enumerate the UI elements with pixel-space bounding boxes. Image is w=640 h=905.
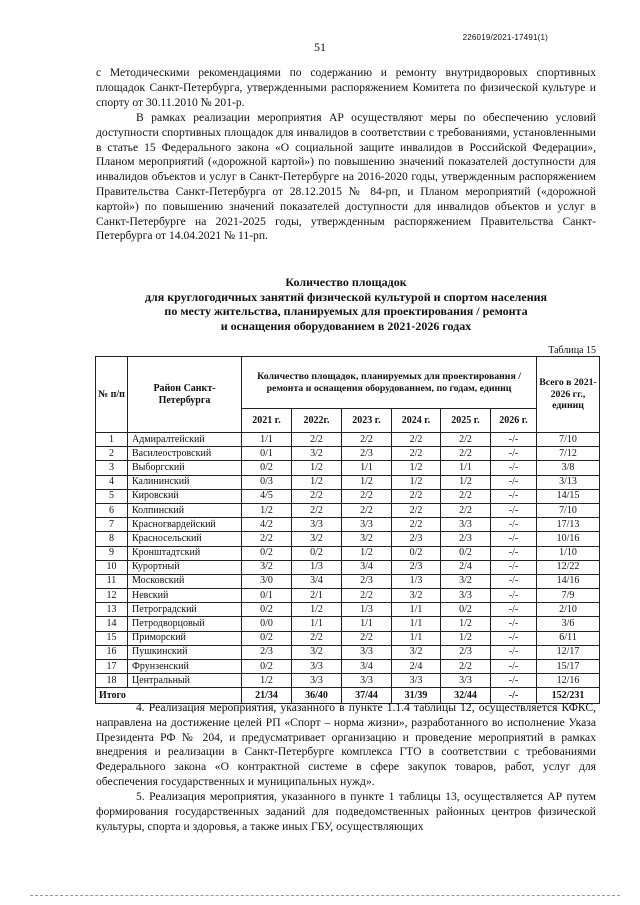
year-value: 1/1 xyxy=(392,603,441,617)
year-value: 3/2 xyxy=(242,560,292,574)
year-value: 1/2 xyxy=(441,475,491,489)
year-value: 3/4 xyxy=(292,574,342,588)
year-value: 2/2 xyxy=(392,503,441,517)
year-value: 1/2 xyxy=(392,475,441,489)
table-row xyxy=(96,560,600,574)
total-value: 31/39 xyxy=(392,688,441,704)
row-number: 16 xyxy=(96,645,128,659)
district-name: Курортный xyxy=(128,560,242,574)
table-row xyxy=(96,433,600,447)
district-name: Василеостровский xyxy=(128,447,242,461)
year-value: -/- xyxy=(491,574,537,588)
year-value: 1/3 xyxy=(292,560,342,574)
year-value: 2/2 xyxy=(292,433,342,447)
year-value: 3/2 xyxy=(342,532,392,546)
year-value: 2/2 xyxy=(242,532,292,546)
year-value: 2/3 xyxy=(392,532,441,546)
row-number: 10 xyxy=(96,560,128,574)
year-value: 1/1 xyxy=(342,461,392,475)
year-value: -/- xyxy=(491,617,537,631)
year-value: 1/2 xyxy=(441,631,491,645)
table-row xyxy=(96,589,600,603)
year-value: -/- xyxy=(491,433,537,447)
year-value: 3/3 xyxy=(292,660,342,674)
table-row xyxy=(96,546,600,560)
table-row xyxy=(96,518,600,532)
year-value: 2/3 xyxy=(242,645,292,659)
total-value: 36/40 xyxy=(292,688,342,704)
year-value: 1/2 xyxy=(242,503,292,517)
row-total: 14/15 xyxy=(537,489,600,503)
year-value: -/- xyxy=(491,645,537,659)
year-value: 2/2 xyxy=(392,447,441,461)
year-value: 3/3 xyxy=(342,674,392,688)
year-value: -/- xyxy=(491,475,537,489)
year-value: 3/3 xyxy=(292,674,342,688)
year-value: 2/2 xyxy=(342,489,392,503)
year-value: -/- xyxy=(491,503,537,517)
table-row xyxy=(96,489,600,503)
row-number: 8 xyxy=(96,532,128,546)
row-number: 17 xyxy=(96,660,128,674)
header-year: 2023 г. xyxy=(342,409,392,433)
row-total: 7/10 xyxy=(537,433,600,447)
total-value: 21/34 xyxy=(242,688,292,704)
year-value: -/- xyxy=(491,518,537,532)
year-value: 2/3 xyxy=(441,645,491,659)
year-value: -/- xyxy=(491,447,537,461)
year-value: 2/3 xyxy=(392,560,441,574)
district-name: Кировский xyxy=(128,489,242,503)
row-number: 18 xyxy=(96,674,128,688)
header-year: 2021 г. xyxy=(242,409,292,433)
row-total: 2/10 xyxy=(537,603,600,617)
year-value: 2/2 xyxy=(441,433,491,447)
year-value: 1/1 xyxy=(342,617,392,631)
year-value: 2/2 xyxy=(342,589,392,603)
district-name: Калининский xyxy=(128,475,242,489)
year-value: 2/3 xyxy=(441,532,491,546)
year-value: 1/3 xyxy=(392,574,441,588)
year-value: 3/3 xyxy=(342,518,392,532)
row-total: 7/10 xyxy=(537,503,600,517)
district-name: Петроградский xyxy=(128,603,242,617)
year-value: 2/1 xyxy=(292,589,342,603)
header-year: 2025 г. xyxy=(441,409,491,433)
year-value: 0/2 xyxy=(242,660,292,674)
table-title xyxy=(96,275,596,333)
year-value: 3/2 xyxy=(392,589,441,603)
year-value: 0/2 xyxy=(242,603,292,617)
year-value: -/- xyxy=(491,660,537,674)
row-number: 14 xyxy=(96,617,128,631)
paragraph-4: 5. Реализация мероприятия, указанного в пункте 1 таблицы 13, осуществляется АР путем формирования государственных заданий для подведомственных районных центров физической культуры, спорта и здоровья, а также иных ГБУ, осуществляющих xyxy=(96,790,596,833)
year-value: 1/1 xyxy=(292,617,342,631)
district-name: Выборгский xyxy=(128,461,242,475)
district-name: Кронштадтский xyxy=(128,546,242,560)
year-value: 1/1 xyxy=(392,617,441,631)
table-row xyxy=(96,674,600,688)
row-total: 3/6 xyxy=(537,617,600,631)
paragraph-2: В рамках реализации мероприятия АР осуществляют меры по обеспечению условий доступности спортивных площадок для инвалидов в соответствии с требованиями, установленными в статье 15 Федерального закона «О социальной защите инвалидов в Российской Федерации», Планом мероприятий («дорожной картой») по повышению значений показателей доступности для инвалидов объектов и услуг в Санкт-Петербурге на 2016-2020 годы, утвержденным распоряжением Правительства Санкт-Петербурга от 28.12.2015 № 84-рп, и Планом мероприятий («дорожной картой») по повышению значений показателей доступности для инвалидов объектов и услуг в Санкт-Петербурге на 2021-2025 годы, утвержденным распоряжением Правительства Санкт-Петербурга от 14.04.2021 № 11-рп. xyxy=(96,111,596,243)
table-caption: Таблица 15 xyxy=(548,345,596,356)
header-year: 2026 г. xyxy=(491,409,537,433)
row-number: 4 xyxy=(96,475,128,489)
district-name: Невский xyxy=(128,589,242,603)
year-value: 0/2 xyxy=(242,461,292,475)
year-value: 3/3 xyxy=(441,589,491,603)
table-row xyxy=(96,645,600,659)
row-number: 13 xyxy=(96,603,128,617)
year-value: 2/3 xyxy=(342,574,392,588)
district-name: Колпинский xyxy=(128,503,242,517)
district-name: Центральный xyxy=(128,674,242,688)
row-number: 12 xyxy=(96,589,128,603)
year-value: 1/2 xyxy=(292,461,342,475)
year-value: 2/2 xyxy=(292,489,342,503)
year-value: 3/3 xyxy=(392,674,441,688)
table-row xyxy=(96,631,600,645)
year-value: -/- xyxy=(491,532,537,546)
table-row xyxy=(96,447,600,461)
row-number: 6 xyxy=(96,503,128,517)
year-value: 3/3 xyxy=(342,645,392,659)
year-value: 2/2 xyxy=(441,447,491,461)
year-value: -/- xyxy=(491,489,537,503)
paragraph-3: 4. Реализация мероприятия, указанного в пункте 1.1.4 таблицы 12, осуществляется КФКС, направлена на достижение целей РП «Спорт – норма жизни», разработанного во исполнение Указа Президента РФ № 204, и предусматривает организацию и проведение мероприятий в рамках внедрения и реализации в Санкт-Петербурге комплекса ГТО в соответствии с требованиями Федерального закона «О контрактной системе в сфере закупок товаров, работ, услуг для обеспечения государственных и муниципальных нужд». xyxy=(96,701,596,788)
year-value: 3/3 xyxy=(441,674,491,688)
row-number: 15 xyxy=(96,631,128,645)
row-total: 12/16 xyxy=(537,674,600,688)
row-total: 3/8 xyxy=(537,461,600,475)
year-value: 3/2 xyxy=(292,447,342,461)
table-row xyxy=(96,617,600,631)
year-value: -/- xyxy=(491,546,537,560)
year-value: -/- xyxy=(491,674,537,688)
year-value: 3/3 xyxy=(441,518,491,532)
year-value: 3/2 xyxy=(292,532,342,546)
year-value: 2/2 xyxy=(342,631,392,645)
district-name: Адмиралтейский xyxy=(128,433,242,447)
year-value: 0/1 xyxy=(242,447,292,461)
header-year: 2024 г. xyxy=(392,409,441,433)
year-value: 2/2 xyxy=(441,489,491,503)
row-number: 1 xyxy=(96,433,128,447)
year-value: 3/4 xyxy=(342,660,392,674)
year-value: 2/2 xyxy=(292,503,342,517)
row-total: 1/10 xyxy=(537,546,600,560)
table-title-line-3: по месту жительства, планируемых для проектирования / ремонта xyxy=(164,304,528,319)
header-num: № п/п xyxy=(96,357,128,433)
table-row xyxy=(96,574,600,588)
table-row xyxy=(96,475,600,489)
row-number: 2 xyxy=(96,447,128,461)
table-row xyxy=(96,660,600,674)
year-value: 2/3 xyxy=(342,447,392,461)
header-years-group: Количество площадок, планируемых для проектирования / ремонта и оснащения оборудованием, по годам, единиц xyxy=(242,357,537,409)
year-value: 2/4 xyxy=(392,660,441,674)
year-value: 3/4 xyxy=(342,560,392,574)
year-value: 2/2 xyxy=(392,433,441,447)
paragraph-1: с Методическими рекомендациями по содержанию и ремонту внутридворовых спортивных площадок Санкт-Петербурга, утвержденными распоряжением Комитета по физической культуре и спорту от 30.11.2010 № 201-р. xyxy=(96,66,596,109)
row-total: 6/11 xyxy=(537,631,600,645)
year-value: 1/2 xyxy=(342,546,392,560)
table-row xyxy=(96,503,600,517)
row-total: 7/12 xyxy=(537,447,600,461)
table-row xyxy=(96,603,600,617)
row-total: 3/13 xyxy=(537,475,600,489)
total-label: Итого xyxy=(96,688,242,704)
year-value: -/- xyxy=(491,461,537,475)
year-value: 0/2 xyxy=(242,631,292,645)
header-year: 2022г. xyxy=(292,409,342,433)
year-value: 1/2 xyxy=(392,461,441,475)
year-value: 0/1 xyxy=(242,589,292,603)
year-value: 1/2 xyxy=(441,617,491,631)
district-name: Пушкинский xyxy=(128,645,242,659)
year-value: 2/2 xyxy=(392,518,441,532)
year-value: 2/2 xyxy=(292,631,342,645)
row-number: 11 xyxy=(96,574,128,588)
year-value: 2/2 xyxy=(441,660,491,674)
year-value: -/- xyxy=(491,631,537,645)
table-row xyxy=(96,532,600,546)
district-name: Приморский xyxy=(128,631,242,645)
year-value: -/- xyxy=(491,589,537,603)
page-bottom-divider xyxy=(30,895,620,896)
total-value: 152/231 xyxy=(537,688,600,704)
page-number: 51 xyxy=(314,40,326,54)
year-value: 0/2 xyxy=(441,546,491,560)
table-title-line-2: для круглогодичных занятий физической культурой и спортом населения xyxy=(144,289,548,304)
year-value: -/- xyxy=(491,560,537,574)
header-total: Всего в 2021-2026 гг., единиц xyxy=(537,357,600,433)
row-number: 5 xyxy=(96,489,128,503)
district-name: Красносельский xyxy=(128,532,242,546)
row-total: 12/22 xyxy=(537,560,600,574)
year-value: 1/1 xyxy=(242,433,292,447)
district-name: Московский xyxy=(128,574,242,588)
row-total: 7/9 xyxy=(537,589,600,603)
district-name: Петродворцовый xyxy=(128,617,242,631)
year-value: 0/2 xyxy=(392,546,441,560)
year-value: 3/0 xyxy=(242,574,292,588)
year-value: -/- xyxy=(491,603,537,617)
district-name: Фрунзенский xyxy=(128,660,242,674)
sites-table xyxy=(95,356,600,704)
year-value: 0/2 xyxy=(242,546,292,560)
year-value: 1/1 xyxy=(392,631,441,645)
total-value: 32/44 xyxy=(441,688,491,704)
table-title-line-1: Количество площадок xyxy=(285,275,407,289)
row-total: 15/17 xyxy=(537,660,600,674)
document-id: 226019/2021-17491(1) xyxy=(462,33,548,42)
row-total: 14/16 xyxy=(537,574,600,588)
table-title-line-4: и оснащения оборудованием в 2021-2026 годах xyxy=(220,318,472,333)
year-value: 1/2 xyxy=(242,674,292,688)
row-total: 12/17 xyxy=(537,645,600,659)
year-value: 2/2 xyxy=(441,503,491,517)
year-value: 0/0 xyxy=(242,617,292,631)
year-value: 3/2 xyxy=(292,645,342,659)
year-value: 0/2 xyxy=(441,603,491,617)
row-total: 10/16 xyxy=(537,532,600,546)
year-value: 3/3 xyxy=(292,518,342,532)
year-value: 0/3 xyxy=(242,475,292,489)
year-value: 2/4 xyxy=(441,560,491,574)
table-row xyxy=(96,461,600,475)
row-number: 7 xyxy=(96,518,128,532)
year-value: 2/2 xyxy=(342,433,392,447)
row-number: 9 xyxy=(96,546,128,560)
year-value: 4/5 xyxy=(242,489,292,503)
row-total: 17/13 xyxy=(537,518,600,532)
year-value: 1/2 xyxy=(342,475,392,489)
year-value: 2/2 xyxy=(392,489,441,503)
year-value: 4/2 xyxy=(242,518,292,532)
total-value: -/- xyxy=(491,688,537,704)
district-name: Красногвардейский xyxy=(128,518,242,532)
year-value: 2/2 xyxy=(342,503,392,517)
year-value: 3/2 xyxy=(392,645,441,659)
header-district: Район Санкт-Петербурга xyxy=(128,357,242,433)
total-value: 37/44 xyxy=(342,688,392,704)
row-number: 3 xyxy=(96,461,128,475)
year-value: 1/1 xyxy=(441,461,491,475)
year-value: 1/2 xyxy=(292,603,342,617)
year-value: 1/3 xyxy=(342,603,392,617)
year-value: 3/2 xyxy=(441,574,491,588)
year-value: 0/2 xyxy=(292,546,342,560)
year-value: 1/2 xyxy=(292,475,342,489)
